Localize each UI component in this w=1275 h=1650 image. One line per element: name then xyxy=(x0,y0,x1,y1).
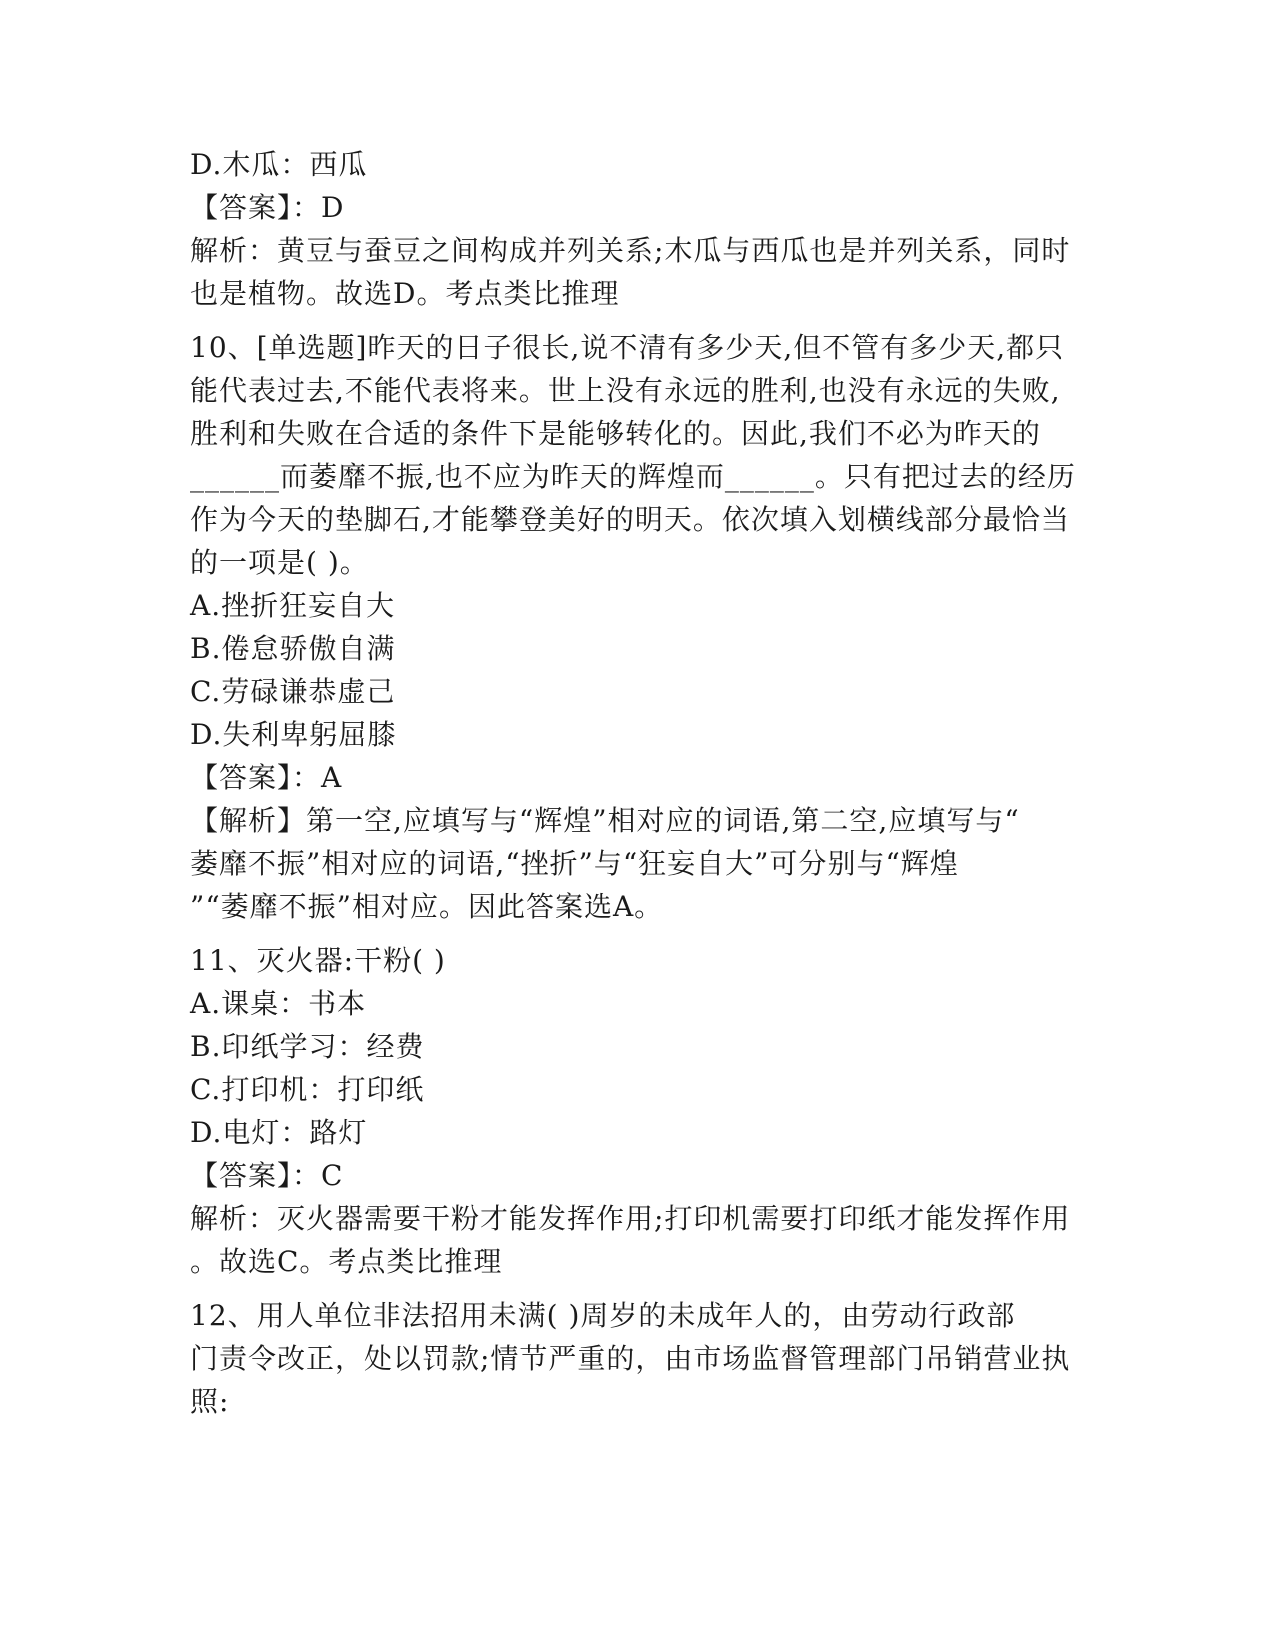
analysis-line: 【解析】第一空,应填写与“辉煌”相对应的词语,第二空,应填写与“ xyxy=(190,804,1020,837)
answer-line: 【答案】：A xyxy=(190,761,343,794)
option-d: D.木瓜：西瓜 xyxy=(190,148,368,181)
question-stem-line: 门责令改正，处以罚款;情节严重的，由市场监督管理部门吊销营业执 xyxy=(190,1342,1071,1375)
option-d: D.失利卑躬屈膝 xyxy=(190,718,397,751)
paragraph-gap xyxy=(190,315,1080,326)
question-12 xyxy=(190,1294,1080,1423)
paragraph-gap xyxy=(190,1283,1080,1294)
question-stem-line: ______而萎靡不振,也不应为昨天的辉煌而______。只有把过去的经历 xyxy=(190,460,1076,493)
question-stem-line: 照: xyxy=(190,1385,230,1418)
analysis-line: 解析：灭火器需要干粉才能发挥作用;打印机需要打印纸才能发挥作用 xyxy=(190,1202,1071,1235)
option-c: C.劳碌谦恭虚己 xyxy=(190,675,396,708)
analysis-line: 也是植物。故选D。考点类比推理 xyxy=(190,277,620,310)
option-b: B.倦怠骄傲自满 xyxy=(190,632,396,665)
analysis-line: ”“萎靡不振”相对应。因此答案选A。 xyxy=(190,890,664,923)
question-stem-line: 10、[单选题]昨天的日子很长,说不清有多少天,但不管有多少天,都只 xyxy=(190,331,1065,364)
question-stem-line: 11、灭火器:干粉( ) xyxy=(190,944,446,977)
question-stem-line: 能代表过去,不能代表将来。世上没有永远的胜利,也没有永远的失败, xyxy=(190,374,1061,407)
option-a: A.挫折狂妄自大 xyxy=(190,589,396,622)
question-stem-line: 作为今天的垫脚石,才能攀登美好的明天。依次填入划横线部分最恰当 xyxy=(190,503,1070,536)
page-content xyxy=(190,143,1080,1423)
analysis-line: 萎靡不振”相对应的词语,“挫折”与“狂妄自大”可分别与“辉煌 xyxy=(190,847,959,880)
option-d: D.电灯：路灯 xyxy=(190,1116,368,1149)
option-c: C.打印机：打印纸 xyxy=(190,1073,425,1106)
question-11 xyxy=(190,939,1080,1283)
option-a: A.课桌：书本 xyxy=(190,987,367,1020)
question-stem-line: 胜利和失败在合适的条件下是能够转化的。因此,我们不必为昨天的 xyxy=(190,417,1041,450)
question-stem-line: 12、用人单位非法招用未满( )周岁的未成年人的，由劳动行政部 xyxy=(190,1299,1016,1332)
option-b: B.印纸学习：经费 xyxy=(190,1030,425,1063)
answer-line: 【答案】：C xyxy=(190,1159,344,1192)
answer-line: 【答案】：D xyxy=(190,191,345,224)
question-9-tail xyxy=(190,143,1080,315)
analysis-line: 解析：黄豆与蚕豆之间构成并列关系;木瓜与西瓜也是并列关系，同时 xyxy=(190,234,1071,267)
analysis-line: 。故选C。考点类比推理 xyxy=(190,1245,503,1278)
paragraph-gap xyxy=(190,928,1080,939)
question-stem-line: 的一项是( )。 xyxy=(190,546,369,579)
question-10 xyxy=(190,326,1080,928)
